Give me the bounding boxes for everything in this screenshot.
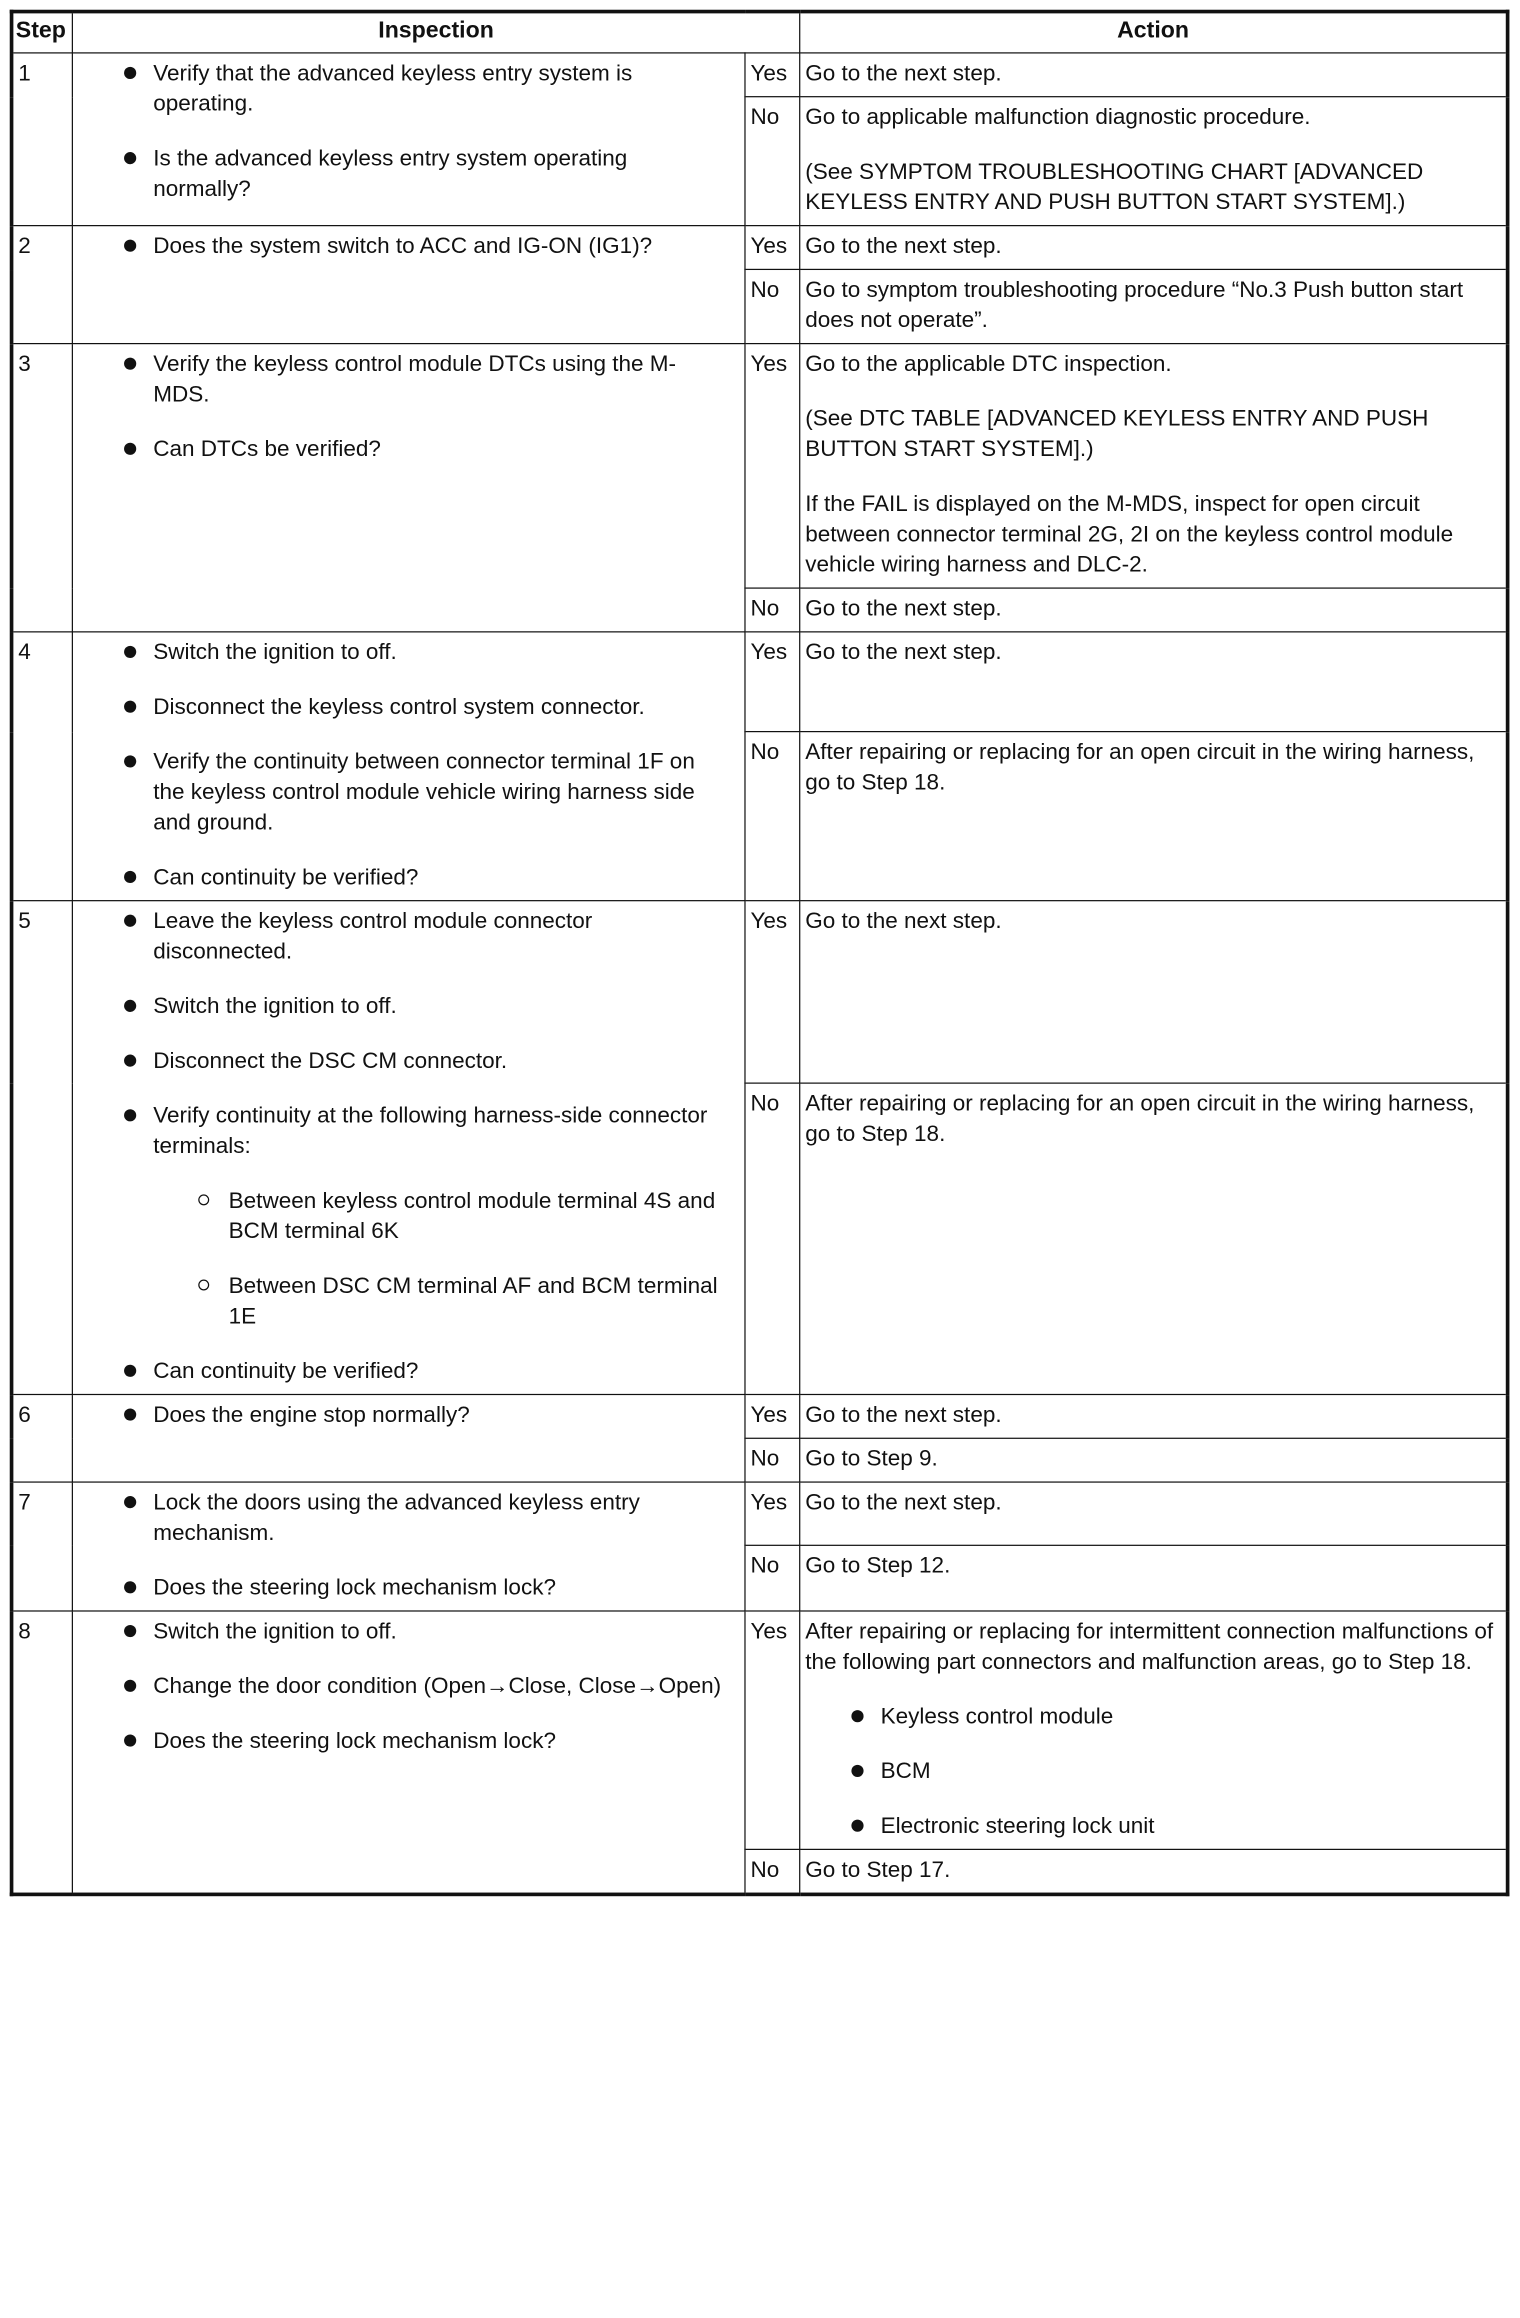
yes-label: Yes [745, 53, 800, 97]
yes-action: Go to the next step. [800, 53, 1508, 97]
yes-label: Yes [745, 1611, 800, 1849]
step-number: 3 [12, 344, 73, 632]
inspection-item: Disconnect the DSC CM connector. [153, 1045, 739, 1075]
inspection-item: Does the steering lock mechanism lock? [153, 1725, 739, 1755]
malfunction-area-item: Electronic steering lock unit [881, 1810, 1501, 1840]
step-8-yes-row [12, 1611, 1508, 1849]
step-number: 7 [12, 1482, 73, 1611]
no-label: No [745, 97, 800, 226]
step-3-yes-row [12, 344, 1508, 588]
inspection-item: Disconnect the keyless control system connector. [153, 691, 739, 721]
step-number: 4 [12, 632, 73, 901]
yes-action: Go to the next step. [800, 901, 1508, 1083]
no-action: Go to Step 9. [800, 1438, 1508, 1482]
step-column-header: Step [12, 12, 73, 53]
no-action: After repairing or replacing for an open circuit in the wiring harness, go to Step 18. [800, 732, 1508, 901]
step-number: 2 [12, 226, 73, 344]
action-text: Go to the applicable DTC inspection. [805, 350, 1172, 376]
inspection-cell [72, 1482, 745, 1611]
step-2-yes-row [12, 226, 1508, 270]
inspection-item [153, 1100, 739, 1331]
inspection-item: Verify the keyless control module DTCs using the M-MDS. [153, 348, 739, 409]
no-label: No [745, 732, 800, 901]
inspection-cell [72, 53, 745, 226]
inspection-item: Does the engine stop normally? [153, 1399, 739, 1429]
no-label: No [745, 1849, 800, 1894]
action-reference: (See SYMPTOM TROUBLESHOOTING CHART [ADVANCED KEYLESS ENTRY AND PUSH BUTTON START SYSTEM].) [805, 158, 1424, 215]
no-label: No [745, 1438, 800, 1482]
yes-label: Yes [745, 226, 800, 270]
inspection-column-header: Inspection [72, 12, 799, 53]
no-action: Go to Step 12. [800, 1545, 1508, 1611]
yes-action [800, 1611, 1508, 1849]
yes-action: Go to the next step. [800, 1482, 1508, 1545]
malfunction-area-list [805, 1700, 1501, 1840]
no-action: Go to the next step. [800, 588, 1508, 632]
inspection-cell [72, 226, 745, 344]
inspection-item: Does the steering lock mechanism lock? [153, 1571, 739, 1601]
inspection-item: Switch the ignition to off. [153, 1615, 739, 1645]
inspection-item: Change the door condition (Open→Close, Close→Open) [153, 1670, 739, 1700]
step-number: 1 [12, 53, 73, 226]
inspection-cell [72, 344, 745, 632]
header-row [12, 12, 1508, 53]
step-number: 6 [12, 1394, 73, 1482]
inspection-cell [72, 1611, 745, 1894]
no-action: After repairing or replacing for an open circuit in the wiring harness, go to Step 18. [800, 1083, 1508, 1394]
inspection-item: Can DTCs be verified? [153, 433, 739, 463]
troubleshooting-table [10, 10, 1510, 1896]
yes-action: Go to the next step. [800, 1394, 1508, 1438]
inspection-cell [72, 632, 745, 901]
no-label: No [745, 1083, 800, 1394]
no-action [800, 97, 1508, 226]
yes-action [800, 344, 1508, 588]
yes-label: Yes [745, 632, 800, 732]
inspection-item: Verify the continuity between connector terminal 1F on the keyless control module vehicle wiring harness side and ground. [153, 746, 739, 837]
malfunction-area-item: BCM [881, 1755, 1501, 1785]
inspection-cell [72, 1394, 745, 1482]
action-column-header: Action [800, 12, 1508, 53]
yes-label: Yes [745, 901, 800, 1083]
inspection-item: Switch the ignition to off. [153, 636, 739, 666]
no-label: No [745, 1545, 800, 1611]
step-number: 5 [12, 901, 73, 1395]
step-7-yes-row [12, 1482, 1508, 1545]
yes-label: Yes [745, 1482, 800, 1545]
inspection-item: Leave the keyless control module connector disconnected. [153, 905, 739, 966]
no-label: No [745, 269, 800, 343]
inspection-item: Does the system switch to ACC and IG-ON (IG1)? [153, 230, 739, 260]
yes-action: Go to the next step. [800, 632, 1508, 732]
inspection-item: Is the advanced keyless entry system operating normally? [153, 142, 739, 203]
inspection-item: Lock the doors using the advanced keyless entry mechanism. [153, 1486, 739, 1547]
terminal-sub-item: Between keyless control module terminal 4S and BCM terminal 6K [229, 1185, 728, 1246]
inspection-item: Verify that the advanced keyless entry system is operating. [153, 57, 739, 118]
action-reference: (See DTC TABLE [ADVANCED KEYLESS ENTRY AND PUSH BUTTON START SYSTEM].) [805, 405, 1429, 461]
inspection-item: Can continuity be verified? [153, 1355, 739, 1385]
no-label: No [745, 588, 800, 632]
terminal-sub-item: Between DSC CM terminal AF and BCM terminal 1E [229, 1270, 728, 1331]
yes-action: Go to the next step. [800, 226, 1508, 270]
step-1-yes-row [12, 53, 1508, 97]
inspection-item: Can continuity be verified? [153, 861, 739, 891]
action-text: After repairing or replacing for intermittent connection malfunctions of the following part connectors and malfunction areas, go to Step 18. [805, 1617, 1494, 1674]
no-action: Go to Step 17. [800, 1849, 1508, 1894]
action-note: If the FAIL is displayed on the M-MDS, inspect for open circuit between connector terminal 2G, 2I on the keyless control module vehicle wiring harness and DLC-2. [805, 490, 1454, 577]
inspection-cell [72, 901, 745, 1395]
yes-label: Yes [745, 1394, 800, 1438]
inspection-item: Switch the ignition to off. [153, 990, 739, 1020]
terminal-sub-list [153, 1185, 727, 1331]
action-text: Go to applicable malfunction diagnostic procedure. [805, 103, 1311, 129]
step-5-yes-row [12, 901, 1508, 1083]
step-number: 8 [12, 1611, 73, 1894]
malfunction-area-item: Keyless control module [881, 1700, 1501, 1730]
step-6-yes-row [12, 1394, 1508, 1438]
step-4-yes-row [12, 632, 1508, 732]
yes-label: Yes [745, 344, 800, 588]
no-action: Go to symptom troubleshooting procedure “No.3 Push button start does not operate”. [800, 269, 1508, 343]
inspection-item-text: Verify continuity at the following harness-side connector terminals: [153, 1101, 708, 1158]
